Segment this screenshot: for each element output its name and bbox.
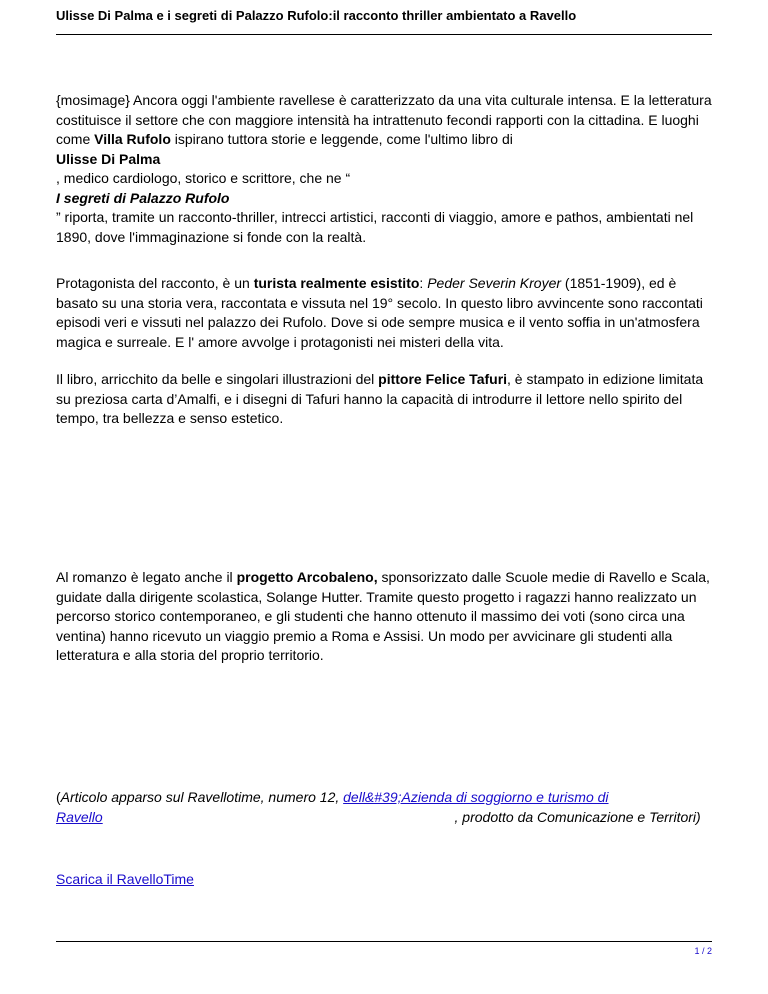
intro-text-d: ” riporta, tramite un racconto-thriller, intrecci artistici, racconti di viaggio, amore e pathos, ambientati nel 1890, dove l'immaginazione si fonde con la realtà. <box>56 209 694 245</box>
intro-text-c: , medico cardiologo, storico e scrittore, che ne “ <box>56 170 351 186</box>
book-title: I segreti di Palazzo Rufolo <box>56 189 230 206</box>
page-header-title: Ulisse Di Palma e i segreti di Palazzo Rufolo:il racconto thriller ambientato a Ravello <box>56 8 577 23</box>
source-italic-a: Articolo apparso sul Ravellotime, numero 12, <box>60 789 344 805</box>
paragraph-project <box>56 568 714 666</box>
intro-text-a: {mosimage} Ancora oggi l'ambiente ravellese è caratterizzato da una vita culturale intensa. E la letteratura costituisce il settore che con maggiore intensità ha intrattenuto fecondi rapporti con la cittadina. E luoghi come <box>56 92 712 147</box>
illustrations-text-b: , è stampato in edizione limitata su preziosa carta d’Amalfi, e i disegni di Tafuri hanno la capacità di introdurre il lettore nello spirito del tempo, tra bellezza e senso estetico. <box>56 371 704 426</box>
paragraph-protagonist <box>56 274 714 352</box>
azienda-link[interactable]: dell&#39;Azienda di soggiorno e turismo di <box>343 789 609 805</box>
villa-rufolo-bold: Villa Rufolo <box>94 131 171 147</box>
ravello-link[interactable]: Ravello <box>56 808 103 825</box>
protagonist-text-a: Protagonista del racconto, è un <box>56 275 254 291</box>
illustrations-text-a: Il libro, arricchito da belle e singolari illustrazioni del <box>56 371 379 387</box>
protagonist-text-b: : <box>419 275 428 291</box>
source-open-paren: ( <box>56 789 61 805</box>
paragraph-download <box>56 870 714 890</box>
author-name: Ulisse Di Palma <box>56 150 161 167</box>
project-text-b: sponsorizzato dalle Scuole medie di Ravello e Scala, guidate dalla dirigente scolastica, Solange Hutter. Tramite questo progetto i ragazzi hanno realizzato un percorso storico contemporaneo, e gli studenti che hanno ottenuto il massimo dei voti (sono circa una ventina) hanno ricevuto un viaggio premio a Roma e Assisi. Un modo per avvicinare gli studenti alla letteratura e alla storia del proprio territorio. <box>56 569 710 663</box>
project-text-a: Al romanzo è legato anche il <box>56 569 237 585</box>
footer-divider <box>56 941 712 942</box>
protagonist-text-c: (1851-1909), ed è basato su una storia vera, raccontata e vissuta nel 19° secolo. In questo libro avvincente sono raccontati episodi veri e vissuti nel palazzo dei Rufolo. Dove si ode sempre musica e il vento soffia in un'atmosfera magica e surreale. E l' amore avvolge i protagonisti nei misteri della vita. <box>56 275 703 350</box>
kroyer-name: Peder Severin Kroyer <box>427 275 562 291</box>
tourist-bold: turista realmente esistito <box>253 275 420 291</box>
header-divider <box>56 34 712 35</box>
paragraph-illustrations <box>56 370 714 429</box>
painter-bold: pittore Felice Tafuri <box>378 371 508 387</box>
page-number: 1 / 2 <box>694 946 712 956</box>
intro-text-b: ispirano tuttora storie e leggende, come l'ultimo libro di <box>170 131 513 147</box>
paragraph-source <box>56 788 714 827</box>
paragraph-intro <box>56 91 714 247</box>
download-ravellotime-link[interactable]: Scarica il RavelloTime <box>56 871 194 887</box>
source-italic-b: , prodotto da Comunicazione e Territori) <box>454 808 701 825</box>
project-bold: progetto Arcobaleno, <box>236 569 378 585</box>
